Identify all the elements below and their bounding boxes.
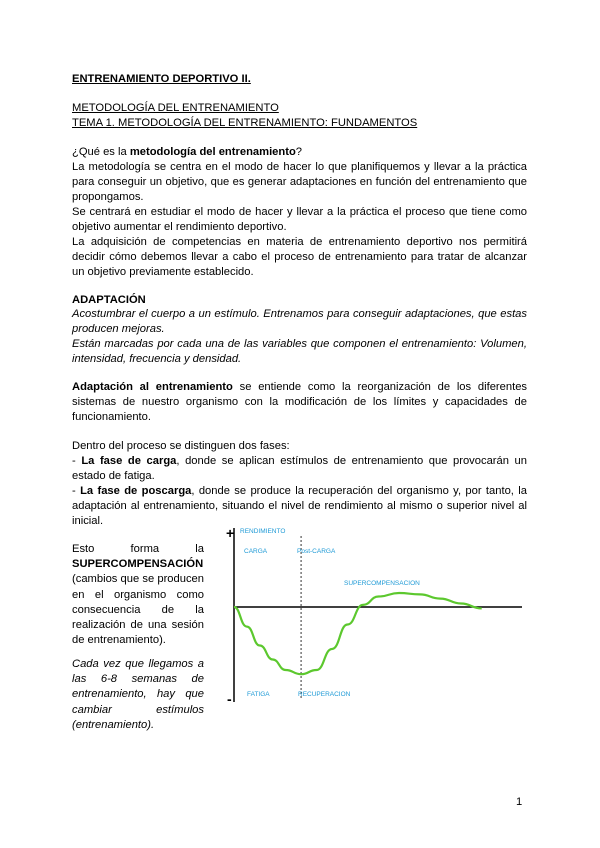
fase1-dash: - (72, 455, 82, 467)
phase-label-supercompensacion: SUPERCOMPENSACION (344, 580, 420, 587)
ylabel-rendimiento: RENDIMIENTO (240, 528, 286, 535)
fases-intro: Dentro del proceso se distinguen dos fases: (72, 440, 290, 452)
phase-label-carga: CARGA (244, 548, 268, 555)
y-plus-label: + (226, 525, 235, 541)
y-minus-label: - (227, 691, 232, 707)
paragraph-2: Se centrará en estudiar el modo de hacer y llevar a la práctica el proceso que tiene como objetivo aumentar el rendimiento deportivo. (72, 206, 527, 234)
question-bold: metodología del entrenamiento (129, 146, 296, 158)
supercomp-pre: Esto forma la (72, 543, 204, 555)
fase-carga (72, 454, 527, 484)
fase2-dash: - (72, 485, 81, 497)
paragraph-3: La adquisición de competencias en materia de entrenamiento deportivo nos permitirá decidir cómo debemos llevar a cabo el proceso de entrenamiento para tratar de alcanzar un objetivo previamente establecido. (72, 236, 527, 279)
question-post: ? (295, 146, 303, 158)
question (72, 145, 527, 160)
adaptacion-line-2: Están marcadas por cada una de las variables que componen el entrenamiento: Volumen, intensidad, frecuencia y densidad. (72, 338, 527, 366)
topic-title: TEMA 1. METODOLOGÍA DEL ENTRENAMIENTO: FUNDAMENTOS (72, 117, 418, 129)
supercompensacion-chart (222, 522, 532, 722)
adaptacion-heading: ADAPTACIÓN (72, 294, 146, 306)
supercomp-bold: SUPERCOMPENSACIÓN (72, 558, 204, 571)
phase-label-recuperacion: RECUPERACION (298, 691, 351, 698)
paragraph-1: La metodología se centra en el modo de hacer lo que planifiquemos y llevar a la práctica para conseguir un objetivo, que es generar adaptaciones en función del entrenamiento que propongamos. (72, 161, 527, 204)
section-title: METODOLOGÍA DEL ENTRENAMIENTO (72, 102, 279, 114)
fase2-bold: La fase de poscarga (80, 485, 192, 497)
fase1-rest: , donde se aplican estímulos de entrenamiento que provocarán un estado de fatiga. (72, 455, 527, 483)
adaptacion-entrenamiento (72, 380, 527, 426)
fase1-bold: La fase de carga (81, 455, 177, 467)
rendimiento-curve (234, 593, 482, 674)
document-title: ENTRENAMIENTO DEPORTIVO II. (72, 73, 251, 85)
supercomp-rest: (cambios que se producen en el organismo como consecuencia de la realización de una sesión de entrenamiento). (72, 573, 204, 647)
question-pre: ¿Qué es la (72, 146, 130, 158)
cada-vez-note: Cada vez que llegamos a las 6-8 semanas de entrenamiento, hay que cambiar estímulos (entrenamiento). (72, 658, 204, 731)
phase-label-fatiga: FATIGA (247, 691, 270, 698)
supercompensacion-text (72, 542, 204, 648)
adapt-entr-bold: Adaptación al entrenamiento (72, 381, 233, 393)
page-number: 1 (516, 796, 523, 808)
adapt-entr-rest: se entiende como la reorganización de los diferentes sistemas de nuestro organismo con la modificación de los límites y capacidades de funcionamiento. (72, 381, 528, 424)
phase-label-post-carga: Post-CARGA (297, 548, 336, 555)
fase2-rest: , donde se produce la recuperación del organismo y, por tanto, la adaptación al entrenamiento, situando el nivel de rendimiento al mismo o superior nivel al inicial. (72, 485, 527, 528)
adaptacion-line-1: Acostumbrar el cuerpo a un estímulo. Entrenamos para conseguir adaptaciones, que estas producen mejoras. (72, 308, 527, 336)
